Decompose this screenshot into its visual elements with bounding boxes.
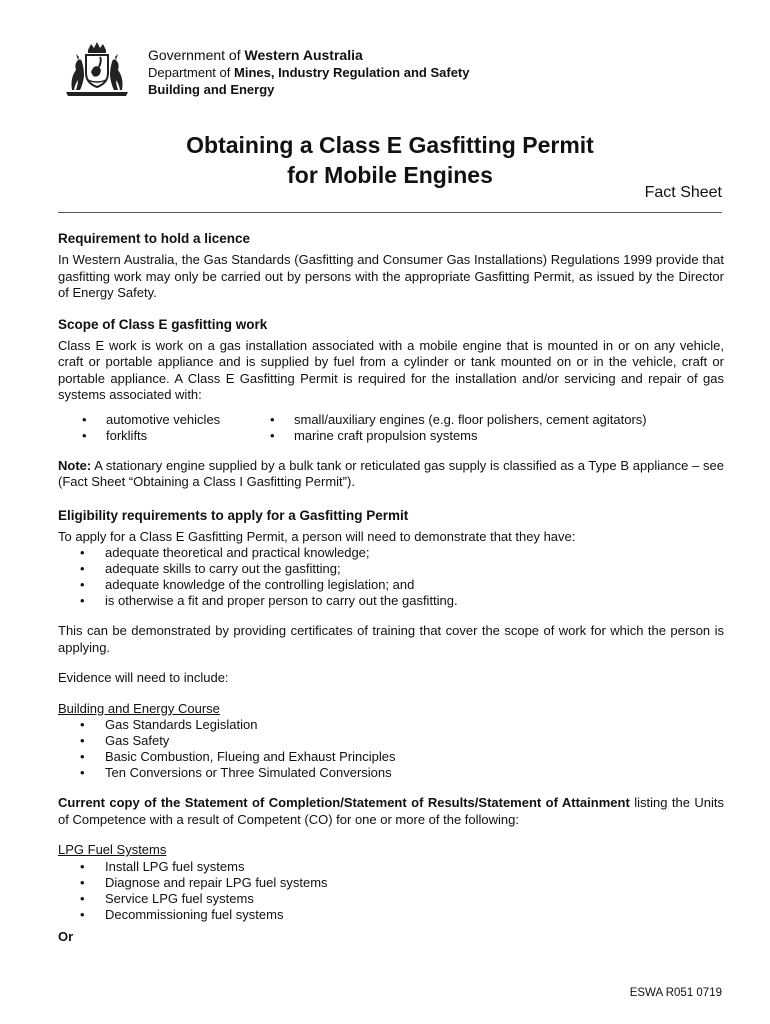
or-label <box>58 929 724 946</box>
paragraph: This can be demonstrated by providing certificates of training that cover the scope of work for which the person is applying. <box>58 623 724 655</box>
list-item: • adequate skills to carry out the gasfitting; <box>58 561 724 577</box>
list-item: • Diagnose and repair LPG fuel systems <box>58 875 724 891</box>
section-heading: Requirement to hold a licence <box>58 231 251 246</box>
lpg-subheading: LPG Fuel Systems <box>58 842 167 857</box>
section-heading: Scope of Class E gasfitting work <box>58 316 268 332</box>
header-divider <box>58 212 722 213</box>
document-body <box>58 230 724 945</box>
bullet-list-left <box>58 412 246 444</box>
statement-bold: Current copy of the Statement of Completion/Statement of Results/Statement of Attainment <box>58 795 630 810</box>
list-item: • is otherwise a fit and proper person to carry out the gasfitting. <box>58 593 724 609</box>
gov-name: Western Australia <box>244 47 363 63</box>
eligibility-list <box>58 545 724 609</box>
list-item: • adequate theoretical and practical knowledge; <box>58 545 724 561</box>
division-line: Building and Energy <box>148 82 275 97</box>
document-title <box>0 130 770 190</box>
bullet-list-right <box>246 412 647 444</box>
or-text: Or <box>58 928 74 944</box>
note-text: A stationary engine supplied by a bulk tank or reticulated gas supply is classified as a Type B appliance – see (Fact Sheet “Obtaining a Class I Gasfitting Permit”). <box>58 457 724 489</box>
course-subheading: Building and Energy Course <box>58 700 220 716</box>
title-line-2: for Mobile Engines <box>287 162 493 188</box>
doc-type-label: Fact Sheet <box>644 184 722 201</box>
section-scope <box>58 316 724 491</box>
course-list <box>58 717 724 781</box>
list-item: • automotive vehicles <box>58 412 246 428</box>
lpg-list <box>58 859 724 923</box>
list-item: • Gas Standards Legislation <box>58 717 724 733</box>
paragraph: In Western Australia, the Gas Standards (Gasfitting and Consumer Gas Installations) Regulations 1999 provide that gasfitting work may only be carried out by persons with the appropriate Gasfitting Permit, as issued by the Director of Energy Safety. <box>58 252 724 300</box>
government-header <box>148 47 469 98</box>
list-item: • Basic Combustion, Flueing and Exhaust Principles <box>58 749 724 765</box>
gov-prefix: Government of <box>148 47 245 63</box>
wa-government-crest-logo <box>64 40 130 98</box>
section-eligibility <box>58 507 724 946</box>
list-item: • forklifts <box>58 428 246 444</box>
list-item: • Install LPG fuel systems <box>58 859 724 875</box>
department-line <box>148 64 469 81</box>
statement-paragraph <box>58 795 724 828</box>
note-paragraph <box>58 458 724 491</box>
title-line-1: Obtaining a Class E Gasfitting Permit <box>186 132 594 158</box>
paragraph: Evidence will need to include: <box>58 670 229 685</box>
section-licence <box>58 230 724 302</box>
note-label: Note: <box>58 457 92 473</box>
dept-prefix: Department of <box>148 65 234 80</box>
document-code: ESWA R051 0719 <box>629 987 722 999</box>
list-item: • marine craft propulsion systems <box>246 428 647 444</box>
dept-name: Mines, Industry Regulation and Safety <box>234 65 470 80</box>
paragraph: Class E work is work on a gas installation associated with a mobile engine that is mounted in or on any vehicle, craft or portable appliance and is supplied by fuel from a cylinder or tank mounted on or in the vehicle, craft or portable appliance. A Class E Gasfitting Permit is required for the installation and/or servicing and repair of gas systems associated with: <box>58 337 724 402</box>
government-line <box>148 47 469 64</box>
list-item: • adequate knowledge of the controlling legislation; and <box>58 577 724 593</box>
scope-bullet-columns <box>58 412 724 444</box>
list-item: • Decommissioning fuel systems <box>58 907 724 923</box>
list-item: • Service LPG fuel systems <box>58 891 724 907</box>
section-heading: Eligibility requirements to apply for a Gasfitting Permit <box>58 507 409 523</box>
list-item: • Ten Conversions or Three Simulated Conversions <box>58 765 724 781</box>
list-item: • small/auxiliary engines (e.g. floor polishers, cement agitators) <box>246 412 647 428</box>
paragraph: To apply for a Class E Gasfitting Permit, a person will need to demonstrate that they have: <box>58 528 576 544</box>
statement-text: listing the Units of Competence with a result of Competent (CO) for one or more of the following: <box>58 795 724 827</box>
list-item: • Gas Safety <box>58 733 724 749</box>
